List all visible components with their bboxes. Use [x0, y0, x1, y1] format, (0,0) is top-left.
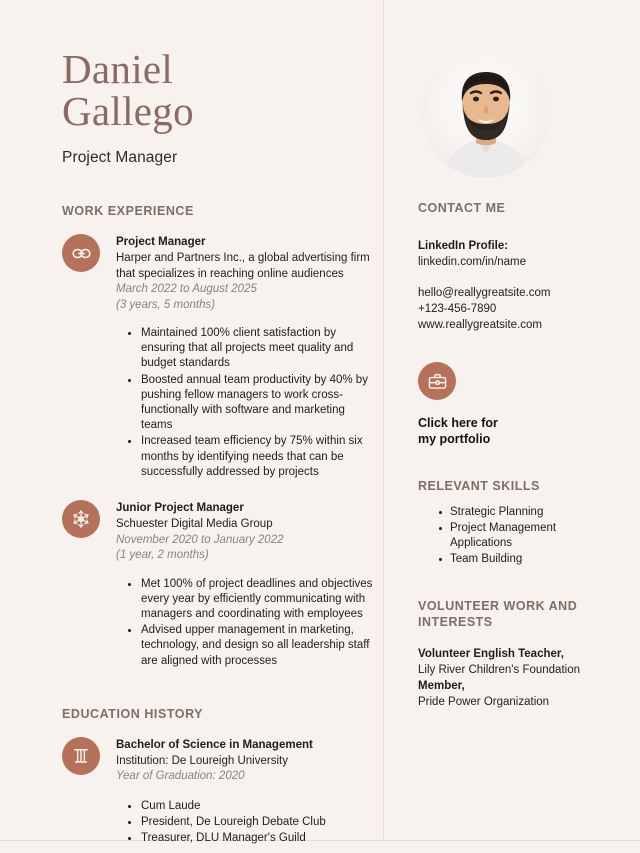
job-dates: November 2020 to January 2022: [116, 533, 284, 546]
page-title: [62, 48, 377, 132]
list-item: President, De Loureigh Debate Club: [128, 815, 377, 830]
list-item: Team Building: [439, 552, 618, 568]
portfolio-line-1: Click here for: [418, 416, 498, 430]
linkedin-value[interactable]: linkedin.com/in/name: [418, 256, 527, 268]
website-value[interactable]: www.reallygreatsite.com: [418, 319, 542, 331]
job-entry: [62, 500, 377, 564]
job-title: Project Manager: [116, 236, 206, 248]
snowflake-star-icon: [62, 500, 100, 538]
volunteer-list: [418, 646, 618, 710]
job-entry: [62, 234, 377, 313]
education-history-heading: EDUCATION HISTORY: [62, 706, 204, 721]
list-item: Treasurer, DLU Manager's Guild: [128, 831, 377, 846]
job-duration: (3 years, 5 months): [116, 298, 216, 311]
list-item: Increased team efficiency by 75% within six months by identifying needs that can be successfully addressed by projects: [128, 434, 377, 480]
spacer: [418, 270, 618, 285]
portfolio-link[interactable]: [418, 362, 618, 447]
education-bullet-list: [62, 799, 377, 847]
phone-value[interactable]: +123-456-7890: [418, 303, 497, 315]
last-name: Gallego: [62, 88, 194, 134]
vertical-divider: [383, 0, 384, 840]
job-dates: March 2022 to August 2025: [116, 283, 257, 295]
job-organization: Harper and Partners Inc., a global advertising firm that specializes in reaching online audiences: [116, 252, 370, 280]
list-item: Project Management Applications: [439, 521, 618, 552]
volunteer-org: Pride Power Organization: [418, 696, 550, 708]
volunteer-heading: VOLUNTEER WORK AND INTERESTS: [418, 599, 578, 629]
portfolio-label: [418, 415, 618, 447]
column-pillar-icon: [62, 737, 100, 775]
linkedin-label: LinkedIn Profile:: [418, 240, 509, 252]
relevant-skills-heading: RELEVANT SKILLS: [418, 479, 540, 493]
list-item: Advised upper management in marketing, technology, and design so all leadership staff are aligned with processes: [128, 623, 377, 669]
list-item: Cum Laude: [128, 799, 377, 814]
work-experience-heading: WORK EXPERIENCE: [62, 204, 194, 218]
job-title-subtitle: Project Manager: [62, 149, 178, 166]
portfolio-line-2: my portfolio: [418, 432, 491, 446]
job-bullet-list: [62, 326, 377, 480]
left-column: [62, 0, 377, 847]
chain-link-icon: [62, 234, 100, 272]
institution-name: Institution: De Loureigh University: [116, 754, 288, 767]
briefcase-icon: [418, 362, 456, 400]
job-bullet-list: [62, 577, 377, 669]
avatar: [422, 50, 550, 178]
job-organization: Schuester Digital Media Group: [116, 518, 273, 531]
education-entry: [62, 737, 377, 785]
first-name: Daniel: [62, 46, 174, 92]
list-item: Met 100% of project deadlines and objectives every year by efficiently communicating with managers and coordinating with employees: [128, 577, 377, 623]
job-title: Junior Project Manager: [116, 502, 244, 515]
contact-heading: CONTACT ME: [418, 201, 506, 215]
graduation-year: Year of Graduation: 2020: [116, 770, 245, 783]
list-item: Maintained 100% client satisfaction by ensuring that all projects meet quality and budget standards: [128, 326, 377, 372]
job-duration: (1 year, 2 months): [116, 549, 209, 562]
volunteer-org: Lily River Children's Foundation: [418, 664, 580, 676]
list-item: Strategic Planning: [439, 505, 618, 521]
degree-title: Bachelor of Science in Management: [116, 738, 313, 751]
volunteer-role: Volunteer English Teacher,: [418, 648, 564, 660]
volunteer-role: Member,: [418, 680, 465, 692]
list-item: Boosted annual team productivity by 40% by pushing fellow managers to work cross-functionally with software and marketing teams: [128, 373, 377, 434]
right-column: [418, 0, 618, 710]
skills-list: [418, 505, 618, 567]
email-value[interactable]: hello@reallygreatsite.com: [418, 287, 551, 299]
